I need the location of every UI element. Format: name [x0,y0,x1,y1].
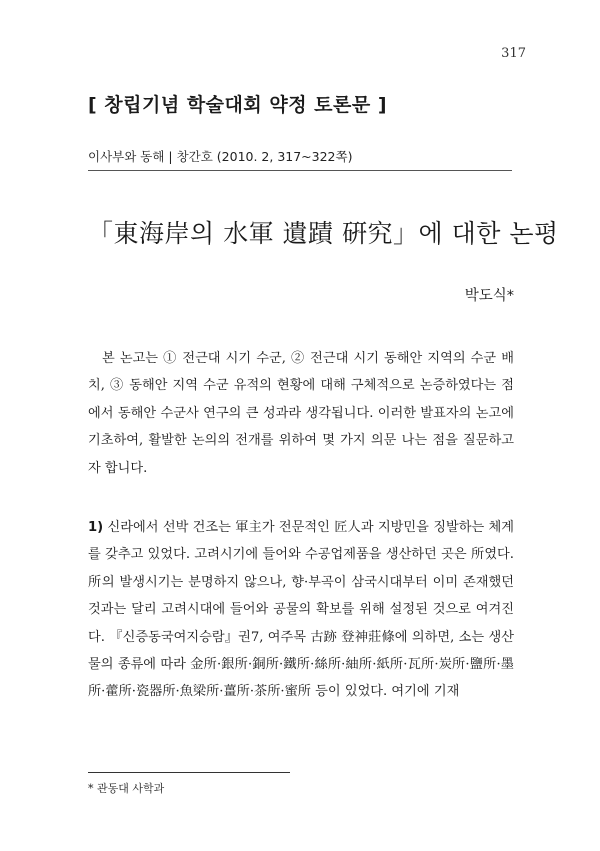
page-number: 317 [501,46,526,61]
author: 박도식* [464,288,514,304]
source-line: 이사부와 동해 | 창간호 (2010. 2, 317~322쪽) [88,149,353,164]
section-header: [ 창립기념 학술대회 약정 토론문 ] [88,94,388,116]
question-number: 1) [88,520,104,535]
source-divider [88,170,512,171]
paper-title: 「東海岸의 水軍 遺蹟 硏究」에 대한 논평 [88,219,559,248]
footnote-divider [88,772,290,773]
question-text: 신라에서 선박 건조는 軍主가 전문적인 匠人과 지방민을 징발하는 체계를 갖추고 있었다. 고려시기에 들어와 수공업제품을 생산하던 곳은 所였다. 所의 발생시기는 분명하지 않으나, 향·부곡이 삼국시대부터 이미 존재했던 것과는 달리 고려시대에 들어와 공물의 확보를 위해 설정된 것으로 여겨진다. 『신증동국여지승람』권7, 여주목 古跡 登神莊條에 의하면, 소는 생산물의 종류에 따라 金所·銀所·銅所·鐵所·絲所·紬所·紙所·瓦所·炭所·鹽所·墨所·藿所·瓷器所·魚梁所·薑所·茶所·蜜所 등이 있었다. 여기에 기재 [88,520,514,700]
body-paragraph-2 [88,514,514,706]
footnote: * 관동대 사학과 [88,782,165,795]
body-paragraph-1: 본 논고는 ① 전근대 시기 수군, ② 전근대 시기 동해안 지역의 수군 배치, ③ 동해안 지역 수군 유적의 현황에 대해 구체적으로 논증하였다는 점에서 동해안 수군사 연구의 큰 성과라 생각됩니다. 이러한 발표자의 논고에 기초하여, 활발한 논의의 전개를 위하여 몇 가지 의문 나는 점을 질문하고자 합니다. [88,351,514,476]
